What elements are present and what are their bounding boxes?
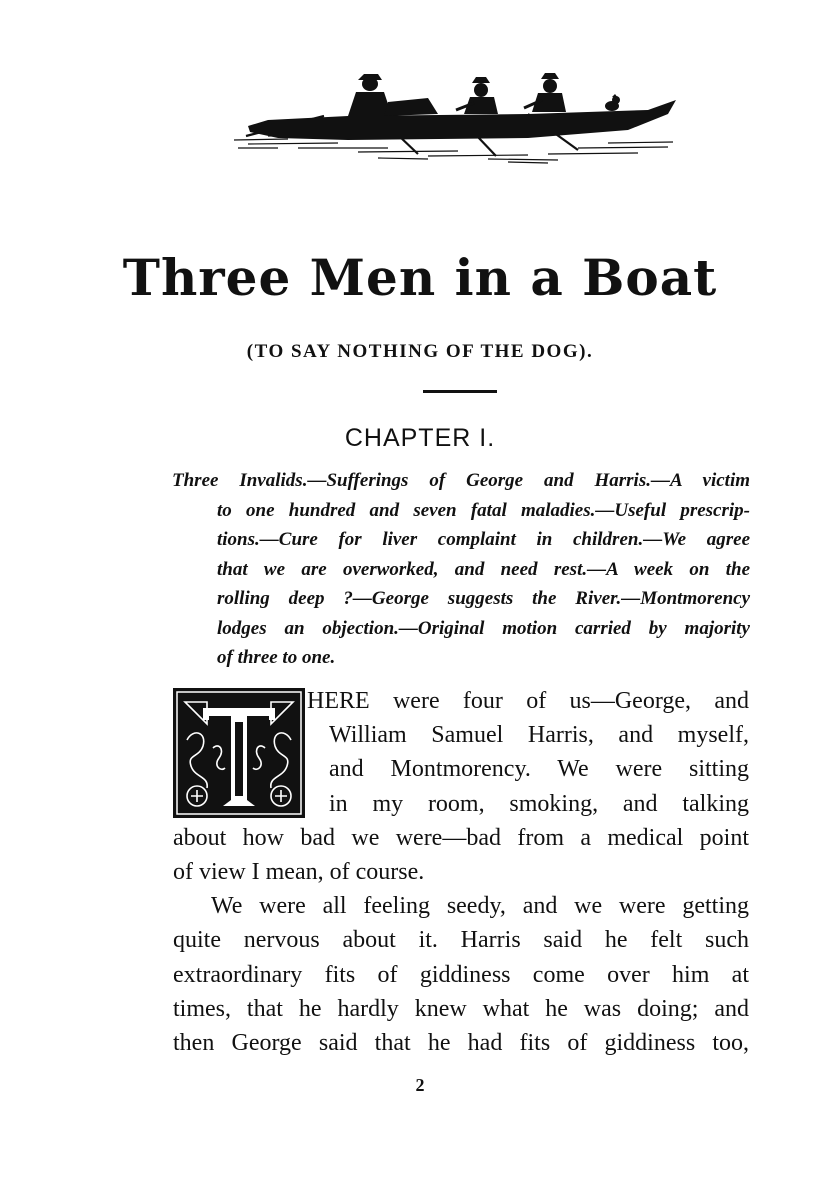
body-line: about how bad we were—bad from a medical point [173, 824, 749, 851]
chapter-synopsis [172, 466, 750, 673]
chapter-heading: CHAPTER I. [344, 424, 496, 452]
synopsis-line: that we are overworked, and need rest.—A week on the [217, 558, 750, 580]
synopsis-line: to one hundred and seven fatal maladies.—Useful prescrip- [217, 499, 750, 521]
title-divider [423, 390, 497, 393]
body-line: HERE were four of us—George, and [307, 688, 749, 714]
body-line: times, that he hardly knew what he was doing; and [173, 995, 749, 1022]
synopsis-line: of three to one. [217, 647, 336, 668]
body-line: William Samuel Harris, and myself, [329, 722, 749, 749]
body-line: extraordinary fits of giddiness come over him at [173, 961, 749, 988]
rowing-boat-illustration [228, 70, 682, 170]
body-line: in my room, smoking, and talking [329, 790, 749, 817]
body-line: of view I mean, of course. [173, 858, 425, 885]
book-title: Three Men in a Boat [122, 248, 718, 307]
synopsis-line: Three Invalids.—Sufferings of George and Harris.—A victim [172, 470, 750, 491]
synopsis-line: rolling deep ?—George suggests the River.—Montmorency [217, 588, 750, 609]
synopsis-line: lodges an objection.—Original motion carried by majority [217, 617, 750, 639]
body-line: and Montmorency. We were sitting [329, 756, 749, 783]
body-line: then George said that he had fits of giddiness too, [173, 1029, 749, 1056]
drop-cap-letter: T [237, 764, 241, 769]
synopsis-line: tions.—Cure for liver complaint in children.—We agree [217, 529, 750, 550]
body-line: We were all feeling seedy, and we were getting [211, 893, 749, 920]
book-subtitle: (TO SAY NOTHING OF THE DOG). [246, 341, 594, 362]
page-number: 2 [415, 1075, 425, 1095]
body-text [173, 684, 749, 1060]
body-line: quite nervous about it. Harris said he felt such [173, 927, 749, 954]
